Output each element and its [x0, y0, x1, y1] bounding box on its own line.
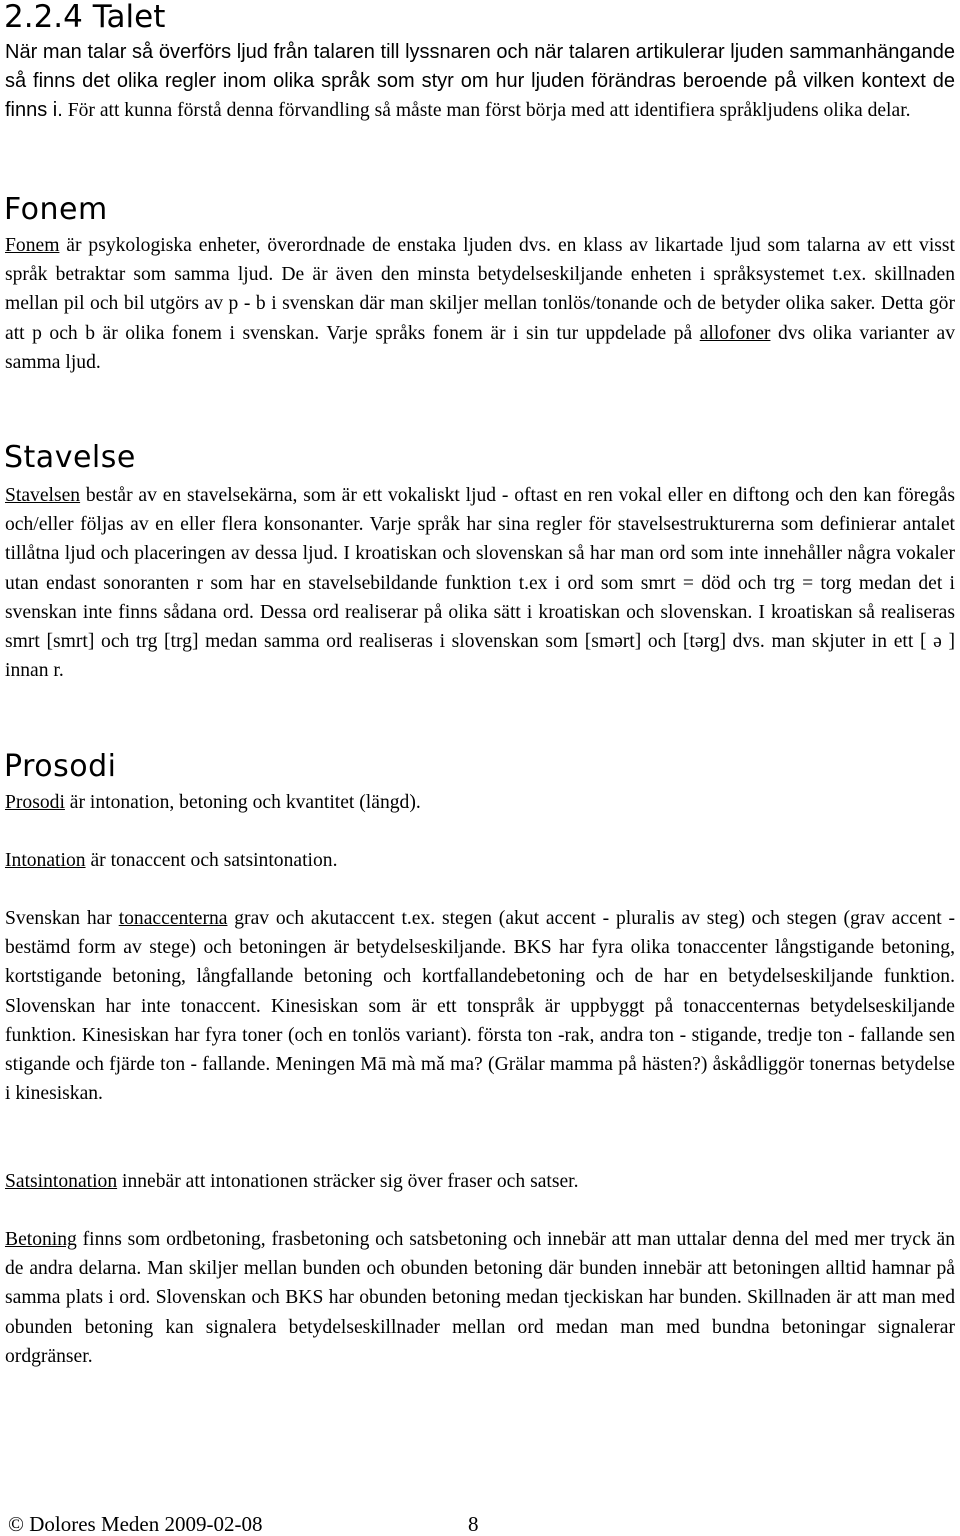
satsintonation-term: Satsintonation [5, 1171, 118, 1192]
page-number: 8 [468, 1512, 479, 1536]
fonem-text1: är psykologiska enheter, överordnade de enstaka ljuden dvs. en klass av likartade ljud som talarna av ett visst språk betraktar som samma ljud. De är även den minsta betydelseskiljande enheten i språksystemet t.ex. skillnaden mellan pil och bil utgörs av p - b i svenskan där man skiljer mellan tonlös/tonande och de betyder olika saker. Detta gör att p och b är olika fonem i svenskan. Varje språks fonem är i sin tur uppdelade på [5, 235, 955, 344]
intonation-text: är tonaccent och satsintonation. [85, 850, 338, 871]
stavelse-term: Stavelsen [5, 485, 81, 506]
allofoner-term: allofoner [699, 322, 771, 344]
intonation-paragraph [5, 846, 955, 875]
footer-copyright: © Dolores Meden 2009-02-08 [8, 1512, 263, 1536]
tonaccenterna-term: tonaccenterna [118, 908, 228, 929]
prosodi-term: Prosodi [5, 792, 65, 813]
intro-part2: För att kunna förstå denna förvandling så måste man först börja med att identifiera språkljudens olika delar. [62, 100, 911, 122]
intro-part1: När man talar så överförs ljud från talaren till lyssnaren och när talaren artikulerar ljuden sammanhängande så finns det olika regler inom olika språk som styr om hur ljuden förändras beroende på vilken kontext de finns i. [5, 41, 955, 122]
intonation-term: Intonation [5, 850, 86, 871]
stavelse-paragraph [5, 481, 955, 685]
fonem-heading: Fonem [4, 192, 108, 227]
fonem-term: Fonem [5, 235, 60, 256]
stavelse-heading: Stavelse [4, 440, 136, 475]
betoning-paragraph [5, 1225, 955, 1371]
tonaccent-paragraph [5, 904, 955, 1108]
betoning-text: finns som ordbetoning, frasbetoning och satsbetoning och innebär att man uttalar denna del med mer tryck än de andra delarna. Man skiljer mellan bunden och obunden betoning där bunden innebär att betoningen alltid hamnar på samma plats i ord. Slovenskan och BKS har obunden betoning medan tjeckiskan har bunden. Skillnaden är att man med obunden betoning kan signalera betydelseskillnader mellan ord medan man med bundna betoningar signalerar ordgränser. [5, 1229, 955, 1367]
tonaccent-pre: Svenskan har [5, 908, 119, 929]
stavelse-text: består av en stavelsekärna, som är ett vokaliskt ljud - oftast en ren vokal eller en diftong och den kan föregås och/eller följas av en eller flera konsonanter. Varje språk har sina regler för stavelsestrukturerna som definierar antalet tillåtna ljud och placeringen av dessa ljud. I kroatiskan och slovenskan så har man ord som inte innehåller några vokaler utan endast sonoranten r som har en stavelsebildande funktion t.ex i ord som smrt = död och trg = torg medan det i svenskan inte finns sådana ord. Dessa ord realiserar på olika sätt i kroatiskan och slovenskan. I kroatiskan så realiseras smrt [smrt] och trg [trg] medan samma ord realiseras i slovenskan som [smərt] och [tərg] dvs. man skjuter in ett [ ə ] innan r. [5, 485, 955, 682]
tonaccent-text: grav och akutaccent t.ex. stegen (akut accent - pluralis av steg) och stegen (grav accent - bestämd form av stege) och betoningen är betydelseskiljande. BKS har fyra olika tonaccenter långstigande betoning, kortstigande betoning, långfallande betoning och kortfallandebetoning och de har en betydelseskiljande funktion. Slovenskan har inte tonaccent. Kinesiskan som är ett tonspråk är uppbyggt på tonaccenternas betydelseskiljande funktion. Kinesiskan har fyra toner (och en tonlös variant). första ton -rak, andra ton - stigande, tredje ton - fallande sen stigande och fjärde ton - fallande. Meningen Mā mà mǎ ma? (Grälar mamma på hästen?) åskådliggör tonernas betydelse i kinesiskan. [5, 908, 956, 1105]
satsintonation-paragraph [5, 1167, 955, 1196]
prosodi-heading: Prosodi [4, 749, 117, 784]
betoning-term: Betoning [5, 1229, 77, 1250]
prosodi-paragraph-1 [5, 788, 955, 817]
intro-paragraph [5, 38, 955, 126]
fonem-text2: dvs olika varianter av samma ljud. [5, 322, 956, 373]
section-heading: 2.2.4 Talet [4, 0, 166, 35]
prosodi-text: är intonation, betoning och kvantitet (längd). [64, 792, 421, 813]
fonem-paragraph [5, 231, 955, 377]
satsintonation-text: innebär att intonationen sträcker sig över fraser och satser. [117, 1171, 579, 1192]
